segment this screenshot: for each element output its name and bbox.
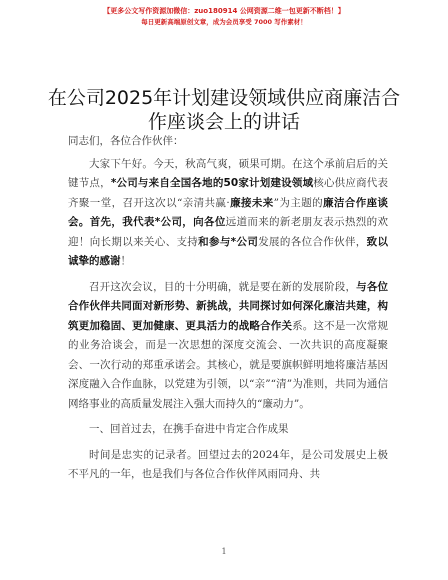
greeting: 同志们，各位合作伙伴： [68,135,184,147]
p2-bold-1: 与各位合作伙伴共同面对新形势、新挑战，共同探讨如何深化 [68,280,389,312]
paragraph-3: 时间是忠实的记录者。回望过去的2024年，是公司发展史上极不平凡的一年，也是我们与各位合作伙伴风雨同舟、共 [68,448,388,480]
p1-text-e: 远道而来的新老朋友表示热烈的欢迎！向长期以来关心、支持 [68,216,388,248]
document-title: 在公司2025年计划建设领域供应商廉洁合作座谈会上的讲话 [47,87,401,133]
document-body [68,132,388,485]
p1-bold-4: 和参与*公司 [198,235,259,248]
p1-bold-1: *公司与来自全国各地的50家计划建设领域 [110,177,314,189]
p1-text-g: ！ [120,255,131,267]
p1-bold-5: 致以诚挚的感谢 [68,235,389,267]
p2-bold-2: 廉洁共建，构筑更加稳固、更加健康、更具活力的战略合作关 [68,300,389,332]
p1-text-d: ”为主题的 [273,196,324,209]
p1-bold-3: 廉洁合作座谈会。首先，我代表*公司，向各位 [68,196,388,228]
p2-text-c: 系。这不是一次常规的业务洽谈会，而是一次思想的深度交流会、一次共识的高度凝聚会、一次行动的郑重承诺会。其核心，就是要旗帜鲜明地将廉洁基因深度融入合作血脉，以党建为引领，以“亲”“清”为准则，共同为通信网络事业的高质量发展注入强大而持久的“廉动力”。 [68,319,389,410]
section-heading-1: 一、回首过去，在携手奋进中肯定合作成果 [89,423,289,435]
p1-text-a: 大家下午好。今天，秋高气爽，硕果可期。在这个承前启后的关键节点， [68,157,388,189]
banner-line-1: 【更多公文写作资源加微信：zuo180914 公网资源二维一包更新不断档！】 [103,7,345,15]
p1-bold-2: 廉接未来 [229,196,274,209]
p2-text-a: 召开这次会议，目的十分明确，就是要在新的发展阶段， [89,280,357,293]
p1-text-f: 发展的各位合作伙伴， [258,235,367,248]
banner-line-2: 每日更新高端原创文章，成为会员享受 7000 写作素材！ [141,18,307,26]
page-number: 1 [221,547,227,556]
header-banner [0,6,448,28]
p1-text-c: 核心供应商代表齐聚一堂，召开这次以“亲清共赢· [68,177,388,209]
paragraph-1 [68,155,388,272]
paragraph-2 [68,278,388,415]
